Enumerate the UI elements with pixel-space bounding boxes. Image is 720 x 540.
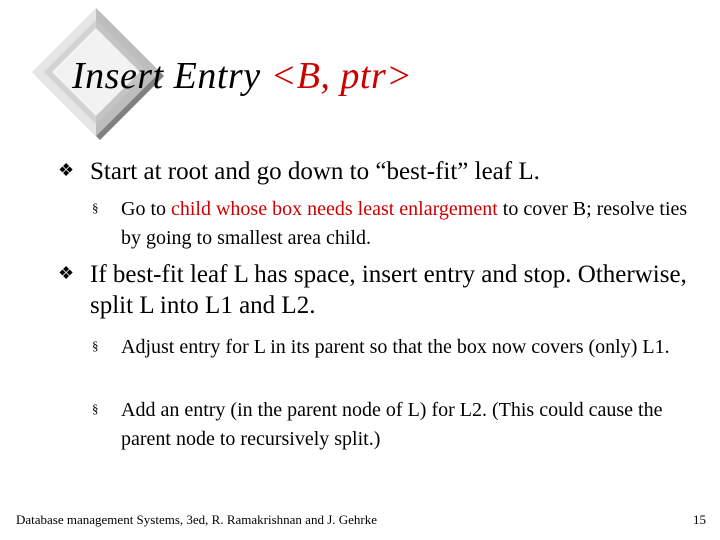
subbullet-2-1-text: Adjust entry for L in its parent so that the box now covers (only) L1. bbox=[121, 336, 670, 358]
page-number: 15 bbox=[693, 512, 706, 527]
highlight-text: child whose box needs least enlargement bbox=[171, 198, 498, 220]
subbullet-1-1-text: Go to child whose box needs least enlargement to cover B; resolve ties by going to smallest area child. bbox=[121, 198, 688, 249]
slide-title: Insert Entry <B, ptr> bbox=[72, 55, 413, 97]
subbullet-2-2-text: Add an entry (in the parent node of L) for L2. (This could cause the parent node to recursively split.) bbox=[121, 399, 663, 450]
title-code: <B, ptr> bbox=[270, 55, 413, 97]
bullet-diamond-icon: ❖ bbox=[58, 160, 75, 180]
subbullet-square-icon: § bbox=[92, 200, 99, 215]
bullet-diamond-icon: ❖ bbox=[58, 263, 75, 283]
bullet-2-text: If best-fit leaf L has space, insert entry and stop. Otherwise, split L into L1 and L2. bbox=[90, 261, 687, 319]
bullet-1-text: Start at root and go down to “best-fit” leaf L. bbox=[90, 158, 540, 185]
subbullet-square-icon: § bbox=[92, 401, 99, 416]
subbullet-square-icon: § bbox=[92, 338, 99, 353]
footer-citation: Database management Systems, 3ed, R. Ramakrishnan and J. Gehrke bbox=[16, 512, 378, 527]
